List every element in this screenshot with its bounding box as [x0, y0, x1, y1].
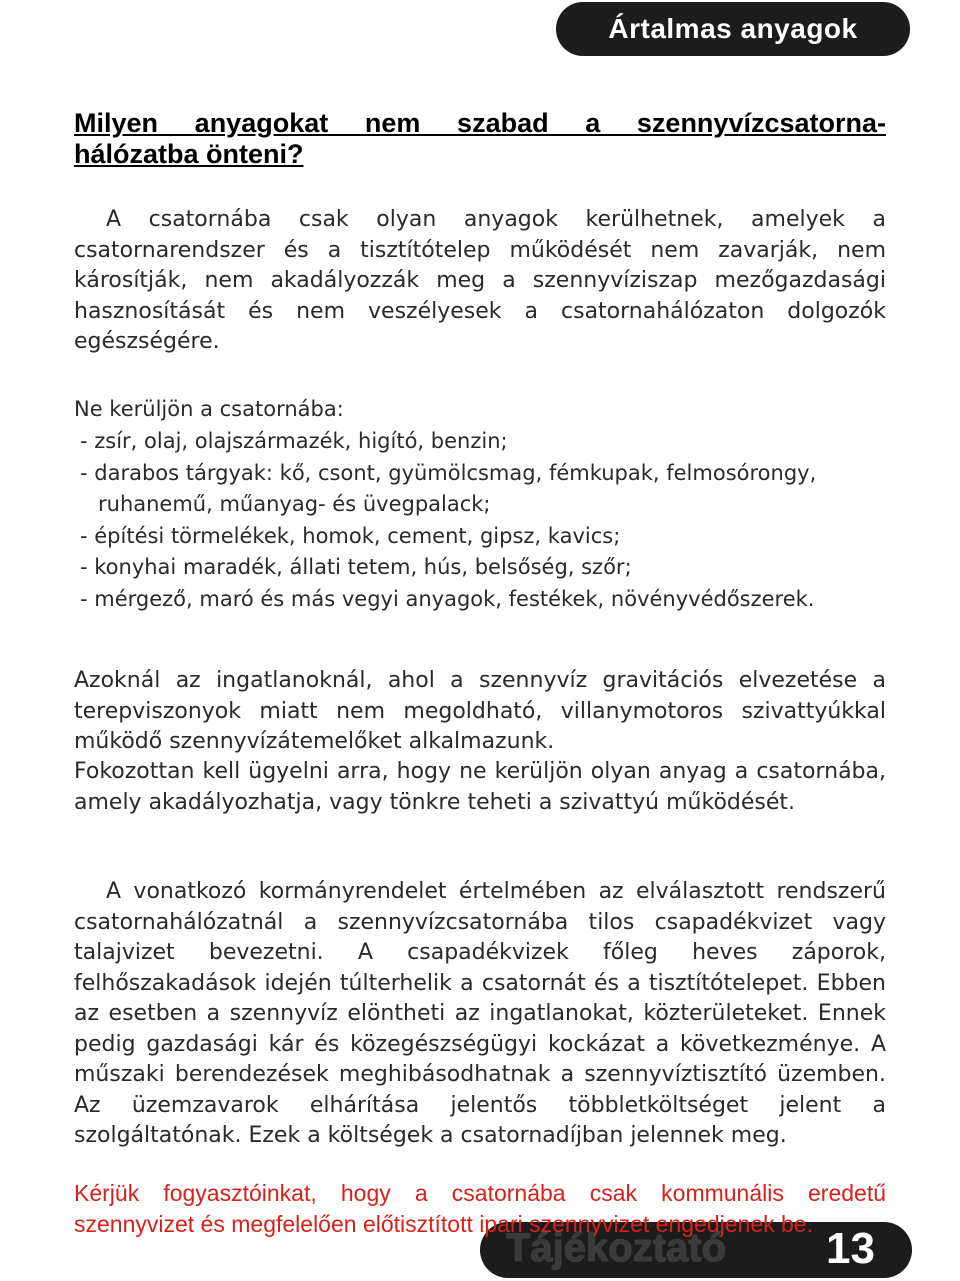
pump-paragraph-2: Fokozottan kell ügyelni arra, hogy ne kerüljön olyan anyag a csatornába, amely akadályozhatja, vagy tönkre teheti a szivattyú működését. [74, 759, 886, 815]
section-header-tab [556, 2, 910, 56]
pump-paragraph-1: Azoknál az ingatlanoknál, ahol a szennyvíz gravitációs elvezetése a terepviszonyok miatt nem megoldható, villanymotoros szivattyúkkal működő szennyvízátemelőket alkalmazunk. [74, 668, 886, 754]
list-item: - mérgező, maró és más vegyi anyagok, festékek, növényvédőszerek. [80, 586, 815, 611]
list-intro: Ne kerüljön a csatornába: [74, 397, 344, 421]
page-heading [74, 108, 886, 170]
regulation-paragraph: A vonatkozó kormányrendelet értelmében az elválasztott rendszerű csatornahálózatnál a szennyvízcsatornába tilos csapadékvizet vagy talajvizet bevezetni. A csapadékvizek főleg heves záporok, felhőszakadások idején túlterhelik a csatornát és a tisztítótelepet. Ebben az esetben a szennyvíz elöntheti az ingatlanokat, közterületeket. Ennek pedig gazdasági kár és közegészségügyi kockázat a következménye. A műszaki berendezések meghibásodhatnak a szennyvíztisztító üzemben. Az üzemzavarok elhárítása jelentős többletköltséget jelent a szolgáltatónak. Ezek a költségek a csatornadíjban jelennek meg. [74, 879, 886, 1148]
heading-line-1: Milyen anyagokat nem szabad a szennyvízcsatorna- [74, 108, 886, 138]
list-item: - darabos tárgyak: kő, csont, gyümölcsmag, fémkupak, felmosórongy, ruhanemű, műanyag- és üvegpalack; [80, 460, 817, 516]
footer-label: Tájékoztató [506, 1226, 727, 1270]
intro-paragraph: A csatornába csak olyan anyagok kerülhetnek, amelyek a csatornarendszer és a tisztítótelep működését nem zavarják, nem károsítják, nem akadályozzák meg a szennyvíziszap mezőgazdasági hasznosítását és nem veszélyesek a csatornahálózaton dolgozók egészségére. [74, 207, 886, 354]
list-item: - konyhai maradék, állati tetem, hús, belsőség, szőr; [80, 555, 632, 579]
section-title: Ártalmas anyagok [608, 13, 858, 44]
page-number: 13 [826, 1224, 875, 1273]
list-item: - zsír, olaj, olajszármazék, higító, benzin; [80, 429, 508, 453]
appeal-paragraph: Kérjük fogyasztóinkat, hogy a csatornába csak kommunális eredetű szennyvizet és megfelelően előtisztított ipari szennyvizet engedjenek be. [74, 1180, 886, 1237]
list-item: - építési törmelékek, homok, cement, gipsz, kavics; [80, 523, 621, 548]
forbidden-items-list [80, 426, 880, 615]
heading-line-2: hálózatba önteni? [74, 139, 304, 169]
